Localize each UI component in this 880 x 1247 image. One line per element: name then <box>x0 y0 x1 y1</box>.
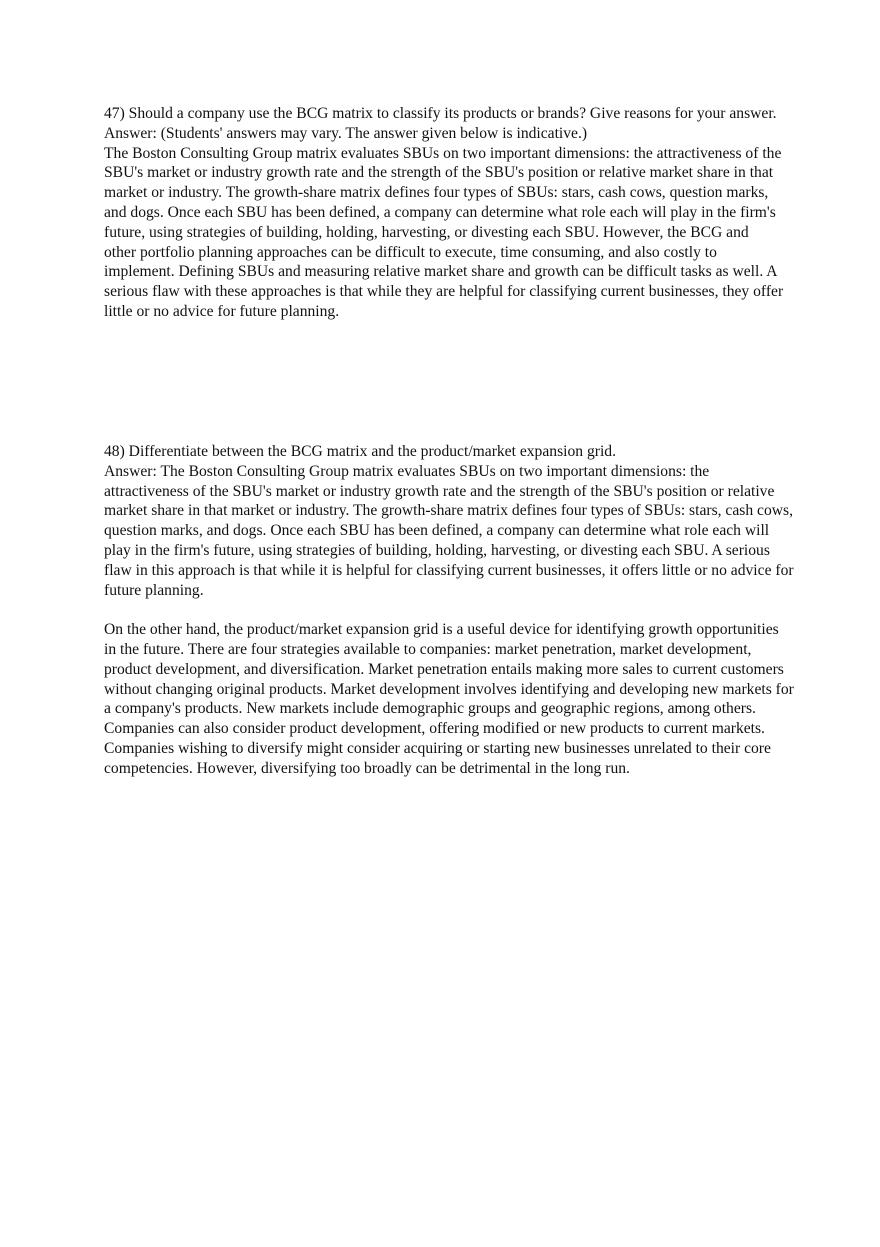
question-47-text: 47) Should a company use the BCG matrix to classify its products or brands? Give reasons for your answer. <box>104 105 777 122</box>
paragraph-spacer <box>104 600 794 620</box>
question-47-answer-body: The Boston Consulting Group matrix evaluates SBUs on two important dimensions: the attractiveness of the SBU's market or industry growth rate and the strength of the SBU's position or relative market share in that market or industry. The growth-share matrix defines four types of SBUs: stars, cash cows, question marks, and dogs. Once each SBU has been defined, a company can determine what role each will play in the firm's future, using strategies of building, holding, harvesting, or divesting each SBU. However, the BCG and other portfolio planning approaches can be difficult to execute, time consuming, and also costly to implement. Defining SBUs and measuring relative market share and growth can be difficult tasks as well. A serious flaw with these approaches is that while they are helpful for classifying current businesses, they offer little or no advice for future planning. <box>104 144 784 320</box>
question-48-text: 48) Differentiate between the BCG matrix and the product/market expansion grid. <box>104 443 616 460</box>
question-48-block <box>104 442 794 779</box>
question-47-block <box>104 104 784 322</box>
question-48-answer-body-2: On the other hand, the product/market expansion grid is a useful device for identifying growth opportunities in the future. There are four strategies available to companies: market penetration, market development, product development, and diversification. Market penetration entails making more sales to current customers without changing original products. Market development involves identifying and developing new markets for a company's products. New markets include demographic groups and geographic regions, among others. Companies can also consider product development, offering modified or new products to current markets. Companies wishing to diversify might consider acquiring or starting new businesses unrelated to their core competencies. However, diversifying too broadly can be detrimental in the long run. <box>104 621 794 777</box>
question-48-answer-body: Answer: The Boston Consulting Group matrix evaluates SBUs on two important dimensions: the attractiveness of the SBU's market or industry growth rate and the strength of the SBU's position or relative market share in that market or industry. The growth-share matrix defines four types of SBUs: stars, cash cows, question marks, and dogs. Once each SBU has been defined, a company can determine what role each will play in the firm's future, using strategies of building, holding, harvesting, or divesting each SBU. A serious flaw in this approach is that while it is helpful for classifying current businesses, it offers little or no advice for future planning. <box>104 462 794 599</box>
question-47-answer-label: Answer: (Students' answers may vary. The answer given below is indicative.) <box>104 124 588 142</box>
